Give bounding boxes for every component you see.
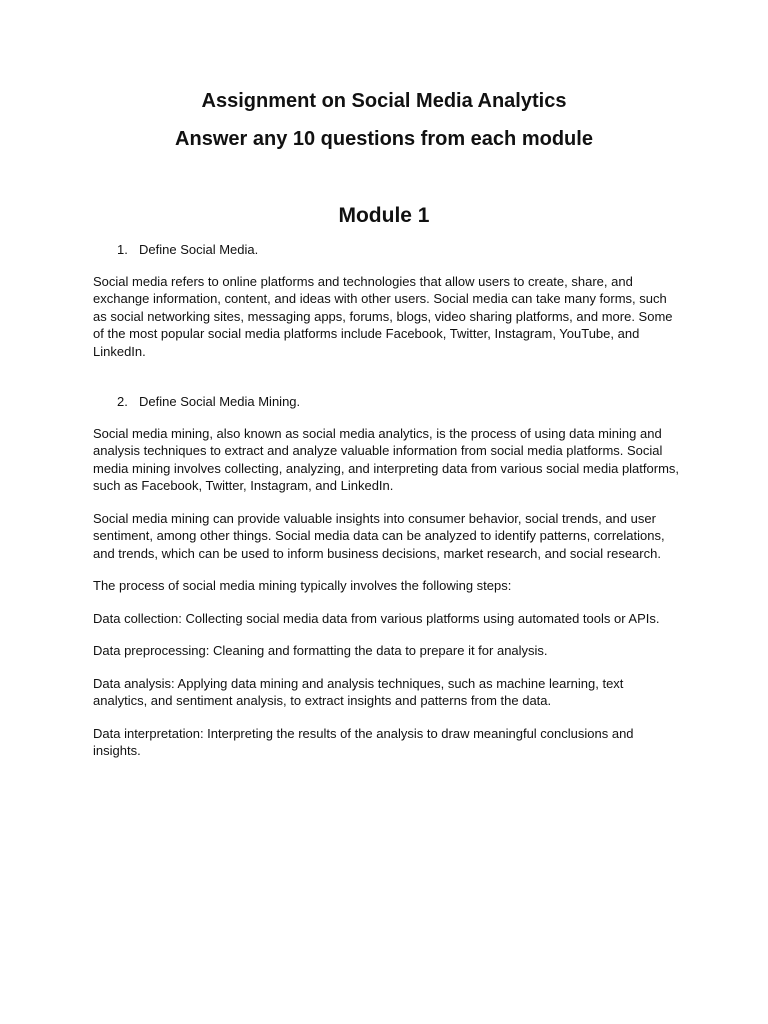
question-text: Define Social Media. [139, 242, 259, 257]
answer-paragraph: Social media mining, also known as social media analytics, is the process of using data mining and analysis techniques to extract and analyze valuable information from social media platforms. Social media mining involves collecting, analyzing, and interpreting data from various social media platforms, such as Facebook, Twitter, Instagram, and LinkedIn. [93, 425, 680, 493]
document-subtitle: Answer any 10 questions from each module [175, 128, 593, 150]
answer-paragraph: The process of social media mining typically involves the following steps: [93, 578, 512, 593]
answer-paragraph: Data preprocessing: Cleaning and formatting the data to prepare it for analysis. [93, 643, 548, 658]
question-item [93, 241, 679, 259]
question-number: 1. [117, 242, 128, 257]
question-text: Define Social Media Mining. [139, 394, 301, 409]
answer-paragraph: Data interpretation: Interpreting the results of the analysis to draw meaningful conclusions and insights. [93, 725, 634, 758]
module-heading: Module 1 [338, 204, 430, 227]
answer-paragraph: Social media refers to online platforms and technologies that allow users to create, share, and exchange information, content, and ideas with other users. Social media can take many forms, such as social networking sites, messaging apps, forums, blogs, video sharing platforms, and more. Some of the most popular social media platforms include Facebook, Twitter, Instagram, YouTube, and LinkedIn. [93, 273, 673, 359]
question-number: 2. [117, 394, 128, 409]
document-title: Assignment on Social Media Analytics [201, 90, 567, 112]
document-body [93, 241, 679, 760]
title-block [0, 88, 768, 152]
answer-paragraph: Social media mining can provide valuable insights into consumer behavior, social trends, and user sentiment, among other things. Social media data can be analyzed to identify patterns, correlations, and trends, which can be used to inform business decisions, market research, and social research. [93, 510, 665, 561]
answer-paragraph: Data collection: Collecting social media data from various platforms using automated tools or APIs. [93, 610, 660, 626]
answer-paragraph: Data analysis: Applying data mining and analysis techniques, such as machine learning, text analytics, and sentiment analysis, to extract insights and patterns from the data. [93, 675, 624, 708]
question-item [93, 393, 679, 411]
